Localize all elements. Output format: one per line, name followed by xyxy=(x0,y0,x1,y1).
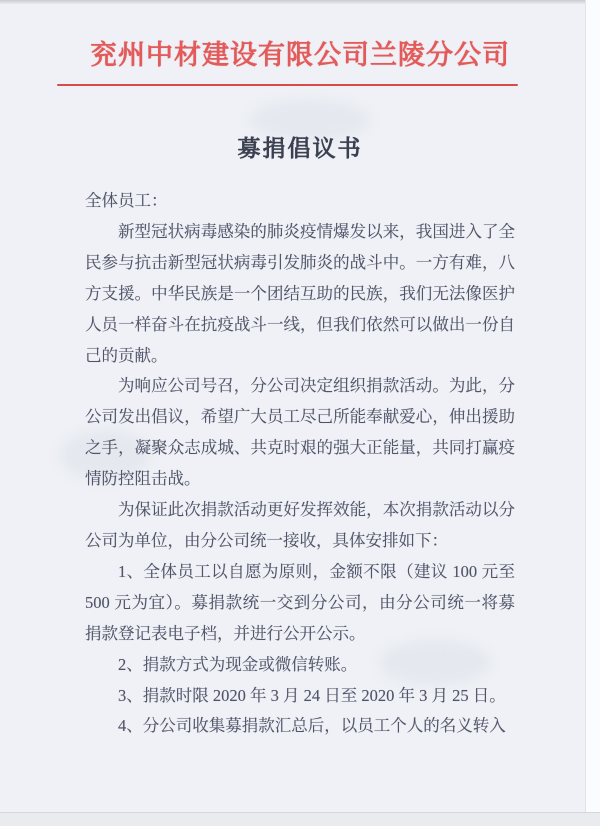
document-body xyxy=(85,186,515,742)
company-letterhead: 兖州中材建设有限公司兰陵分公司 xyxy=(90,40,510,70)
salutation: 全体员工： xyxy=(85,191,168,210)
document-paragraph: 4、分公司收集募捐款汇总后，以员工个人的名义转入 xyxy=(118,716,506,736)
paragraph-list xyxy=(85,217,515,742)
document-paragraph: 为保证此次捐款活动更好发挥效能，本次捐款活动以分公司为单位，由分公司统一接收，具体安排如下： xyxy=(85,500,515,550)
letterhead-divider xyxy=(57,84,518,86)
document-paragraph: 3、捐款时限 2020 年 3 月 24 日至 2020 年 3 月 25 日。 xyxy=(118,685,506,705)
document-paragraph: 为响应公司号召，分公司决定组织捐款活动。为此，分公司发出倡议，希望广大员工尽己所能奉献爱心，伸出援助之手，凝聚众志成城、共克时艰的强大正能量，共同打赢疫情防控阻击战。 xyxy=(85,376,515,489)
document-title: 募捐倡议书 xyxy=(237,136,363,161)
scan-edge-right xyxy=(586,0,600,826)
document-paragraph: 2、捐款方式为现金或微信转账。 xyxy=(118,654,358,674)
document-paragraph: 1、全体员工以自愿为原则，金额不限（建议 100 元至 500 元为宜）。募捐款统一交到分公司，由分公司统一将募捐款登记表电子档，并进行公开公示。 xyxy=(85,561,515,643)
document-paragraph: 新型冠状病毒感染的肺炎疫情爆发以来，我国进入了全民参与抗击新型冠状病毒引发肺炎的战斗中。一方有难，八方支援。中华民族是一个团结互助的民族，我们无法像医护人员一样奋斗在抗疫战斗一线，但我们依然可以做出一份自己的贡献。 xyxy=(85,221,515,365)
scan-edge-bottom xyxy=(0,812,600,826)
scan-edge-top xyxy=(0,0,600,4)
